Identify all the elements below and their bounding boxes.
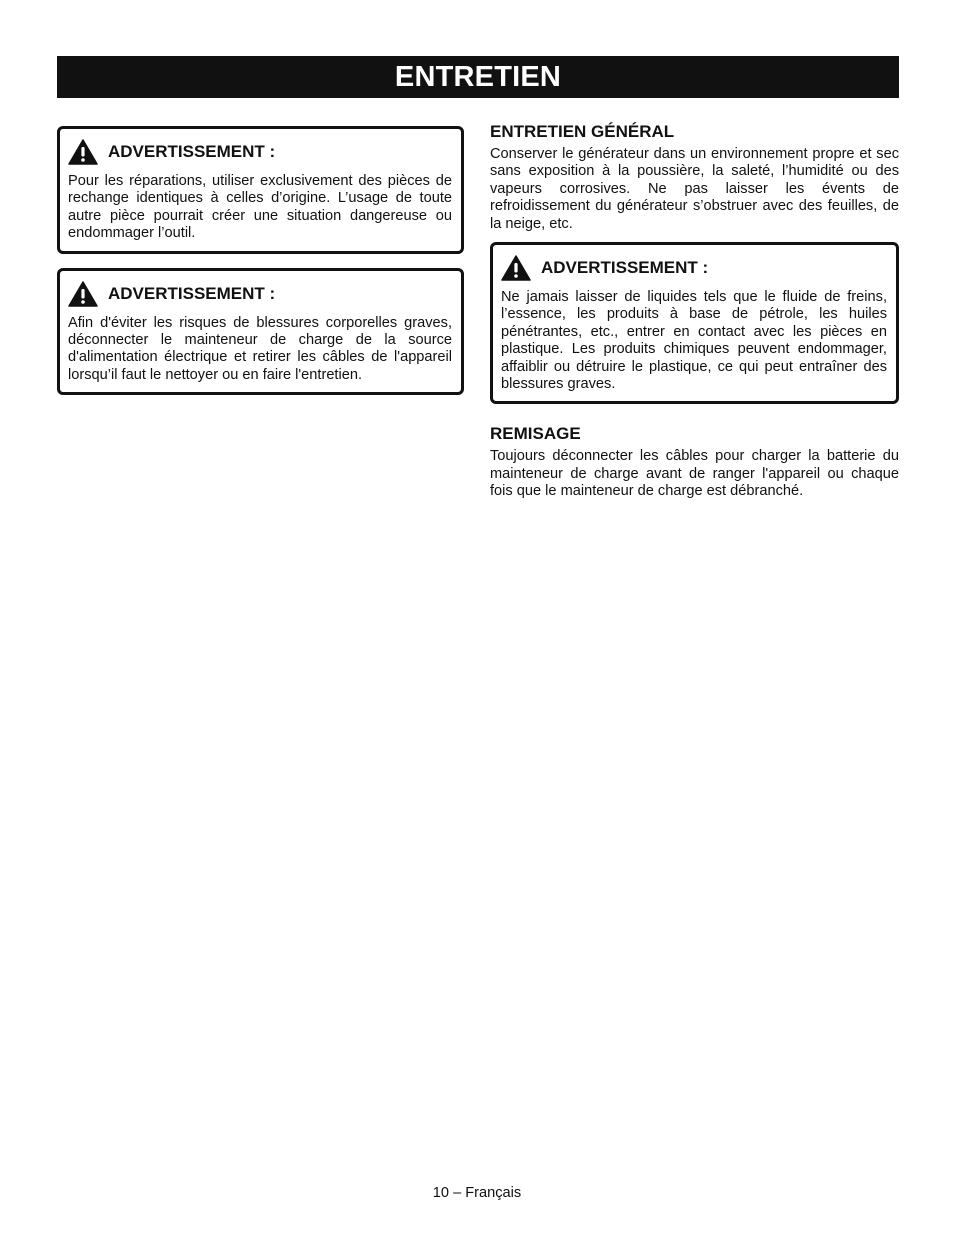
warning-text: Pour les réparations, utiliser exclusivement des pièces de rechange identiques à celles d’origine. L’usage de toute autre pièce pourrait créer une situation dangereuse ou endommager l’outil. xyxy=(68,173,452,242)
section-text-general: Conserver le générateur dans un environnement propre et sec sans exposition à la poussière, la saleté, l’humidité ou des vapeurs corrosives. Ne pas laisser les évents de refroidissement du générateur s’obstruer avec des feuilles, de la neige, etc. xyxy=(490,146,899,232)
page-title: ENTRETIEN xyxy=(57,56,899,98)
warning-title: ADVERTISSEMENT : xyxy=(541,258,709,278)
warning-box-parts xyxy=(57,126,464,254)
warning-text: Afin d'éviter les risques de blessures corporelles graves, déconnecter le mainteneur de charge de la source d'alimentation électrique et retirer les câbles de l'appareil lorsqu’il faut le nettoyer ou en faire l'entretien. xyxy=(68,314,452,383)
warning-triangle-icon xyxy=(68,139,98,165)
warning-header xyxy=(68,139,452,165)
warning-title: ADVERTISSEMENT : xyxy=(108,283,276,303)
warning-header xyxy=(501,255,887,281)
warning-text: Ne jamais laisser de liquides tels que le fluide de freins, l’essence, les produits à base de pétrole, les huiles pénétrantes, etc., entrer en contact avec les pièces en plastique. Les produits chimiques peuvent endommager, affaiblir ou détruire le plastique, ce qui peut entraîner des blessures graves. xyxy=(501,289,887,393)
right-column xyxy=(490,122,899,501)
warning-triangle-icon xyxy=(68,281,98,307)
warning-box-cleaning xyxy=(57,268,464,396)
section-heading-general: ENTRETIEN GÉNÉRAL xyxy=(490,122,675,141)
left-column xyxy=(57,126,464,395)
warning-box-liquids xyxy=(490,242,899,404)
page-footer: 10 – Français xyxy=(432,1185,522,1201)
warning-title: ADVERTISSEMENT : xyxy=(108,142,276,161)
section-text-storage: Toujours déconnecter les câbles pour charger la batterie du mainteneur de charge avant de ranger l'appareil ou chaque fois que le mainteneur de charge est débranché. xyxy=(490,448,899,500)
warning-header xyxy=(68,281,452,307)
section-heading-storage: REMISAGE xyxy=(490,424,581,444)
warning-triangle-icon xyxy=(501,255,531,281)
